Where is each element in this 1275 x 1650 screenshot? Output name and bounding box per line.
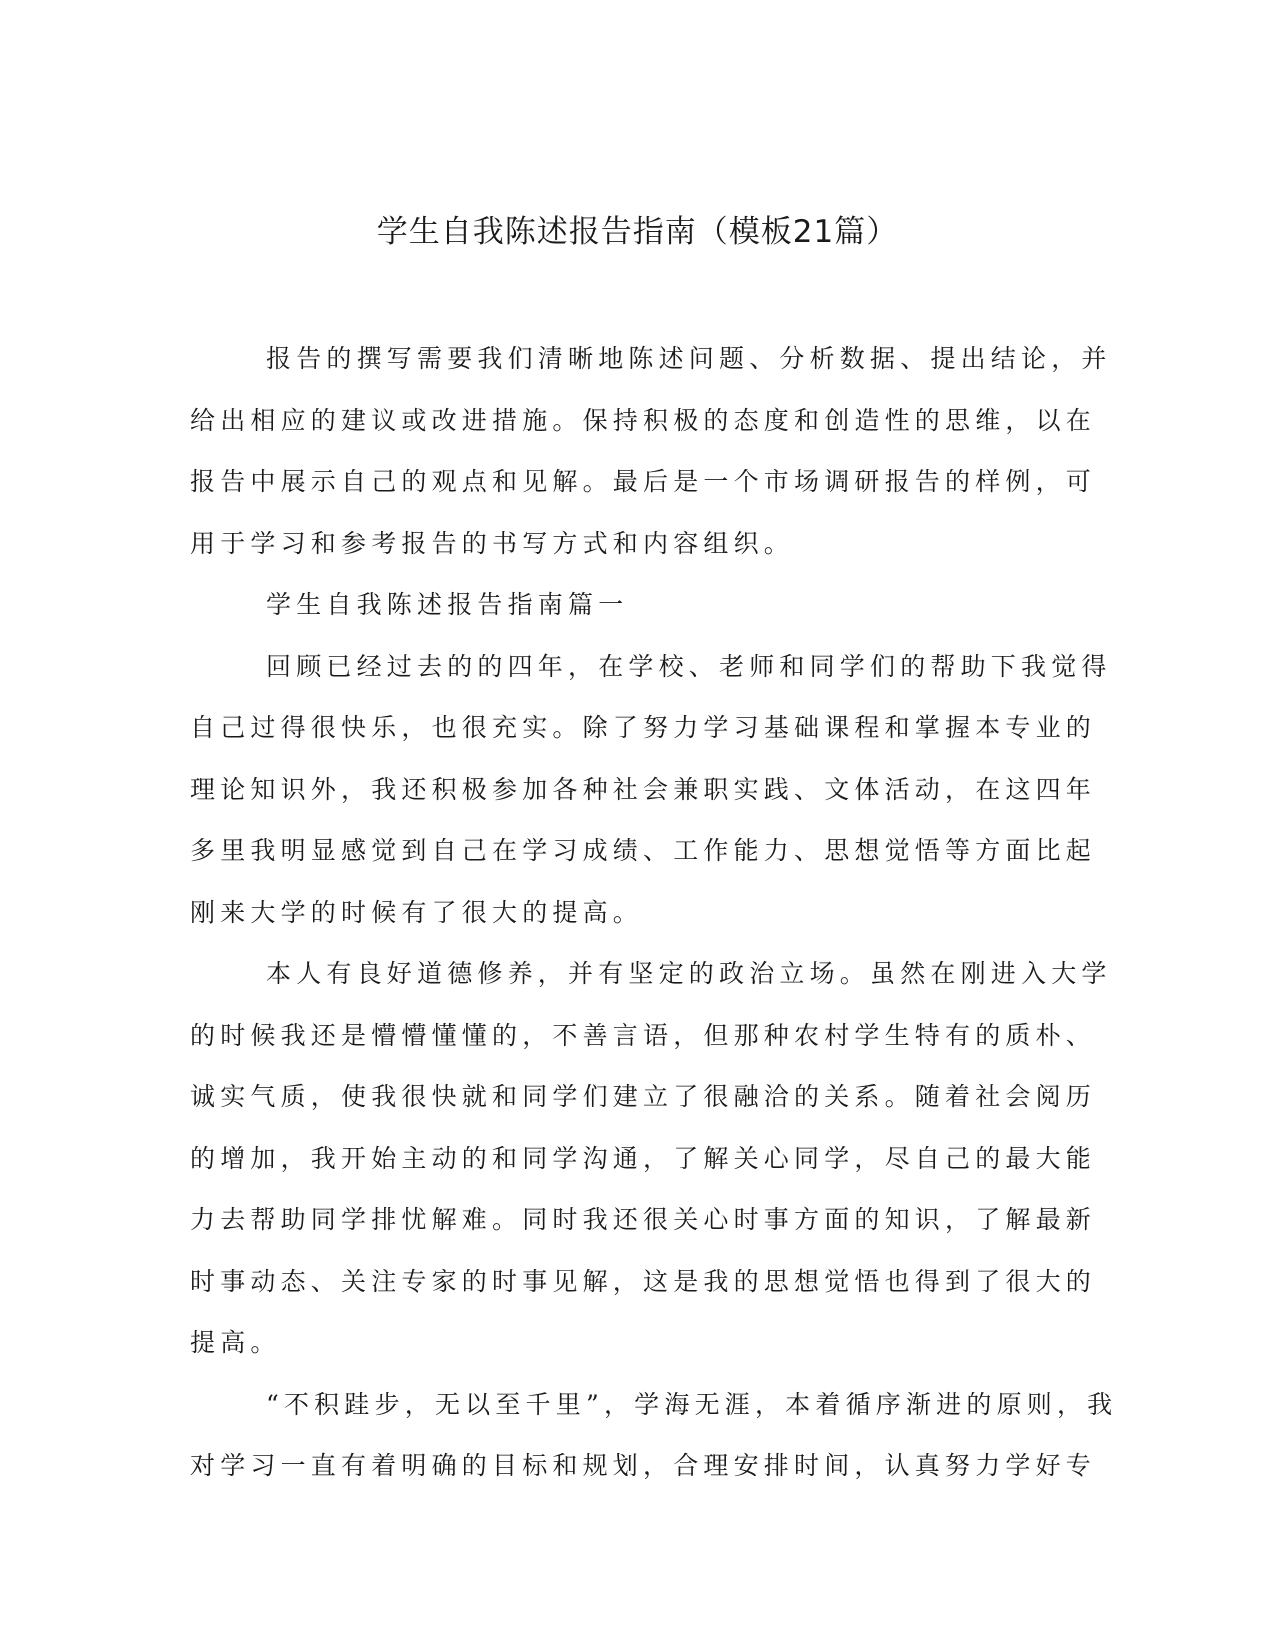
text-line: 诚实气质，使我很快就和同学们建立了很融洽的关系。随着社会阅历 [190, 1082, 1097, 1111]
text-line: 时事动态、关注专家的时事见解，这是我的思想觉悟也得到了很大的 [190, 1266, 1097, 1296]
document-title: 学生自我陈述报告指南（模板21篇） [376, 214, 899, 250]
text-line: 理论知识外，我还积极参加各种社会兼职实践、文体活动，在这四年 [190, 774, 1097, 804]
paragraph-study [190, 1374, 1118, 1497]
paragraph-intro [190, 328, 1112, 574]
text-line: 对学习一直有着明确的目标和规划，合理安排时间，认真努力学好专 [190, 1451, 1097, 1480]
text-line: 报告中展示自己的观点和见解。最后是一个市场调研报告的样例，可 [190, 467, 1097, 496]
paragraph-review [190, 636, 1112, 944]
text-line: 学生自我陈述报告指南篇一 [266, 590, 629, 619]
text-line: “不积跬步，无以至千里”，学海无涯，本着循序渐进的原则，我 [266, 1389, 1118, 1419]
text-line: 回顾已经过去的的四年，在学校、老师和同学们的帮助下我觉得 [266, 651, 1112, 681]
text-line: 报告的撰写需要我们清晰地陈述问题、分析数据、提出结论，并 [266, 344, 1112, 373]
text-line: 的时候我还是懵懵懂懂的，不善言语，但那种农村学生特有的质朴、 [190, 1020, 1097, 1050]
document-body [190, 328, 1118, 1497]
paragraph-morality [190, 943, 1112, 1374]
text-line: 自己过得很快乐，也很充实。除了努力学习基础课程和掌握本专业的 [190, 713, 1097, 742]
text-line: 的增加，我开始主动的和同学沟通，了解关心同学，尽自己的最大能 [190, 1143, 1097, 1173]
section-heading [190, 574, 1085, 636]
text-line: 力去帮助同学排忧解难。同时我还很关心时事方面的知识，了解最新 [190, 1205, 1097, 1234]
text-line: 多里我明显感觉到自己在学习成绩、工作能力、思想觉悟等方面比起 [190, 836, 1097, 865]
text-line: 用于学习和参考报告的书写方式和内容组织。 [190, 528, 795, 558]
text-line: 刚来大学的时候有了很大的提高。 [190, 897, 644, 927]
text-line: 给出相应的建议或改进措施。保持积极的态度和创造性的思维，以在 [190, 405, 1097, 435]
text-line: 提高。 [190, 1328, 281, 1357]
text-line: 本人有良好道德修养，并有坚定的政治立场。虽然在刚进入大学 [266, 959, 1112, 988]
